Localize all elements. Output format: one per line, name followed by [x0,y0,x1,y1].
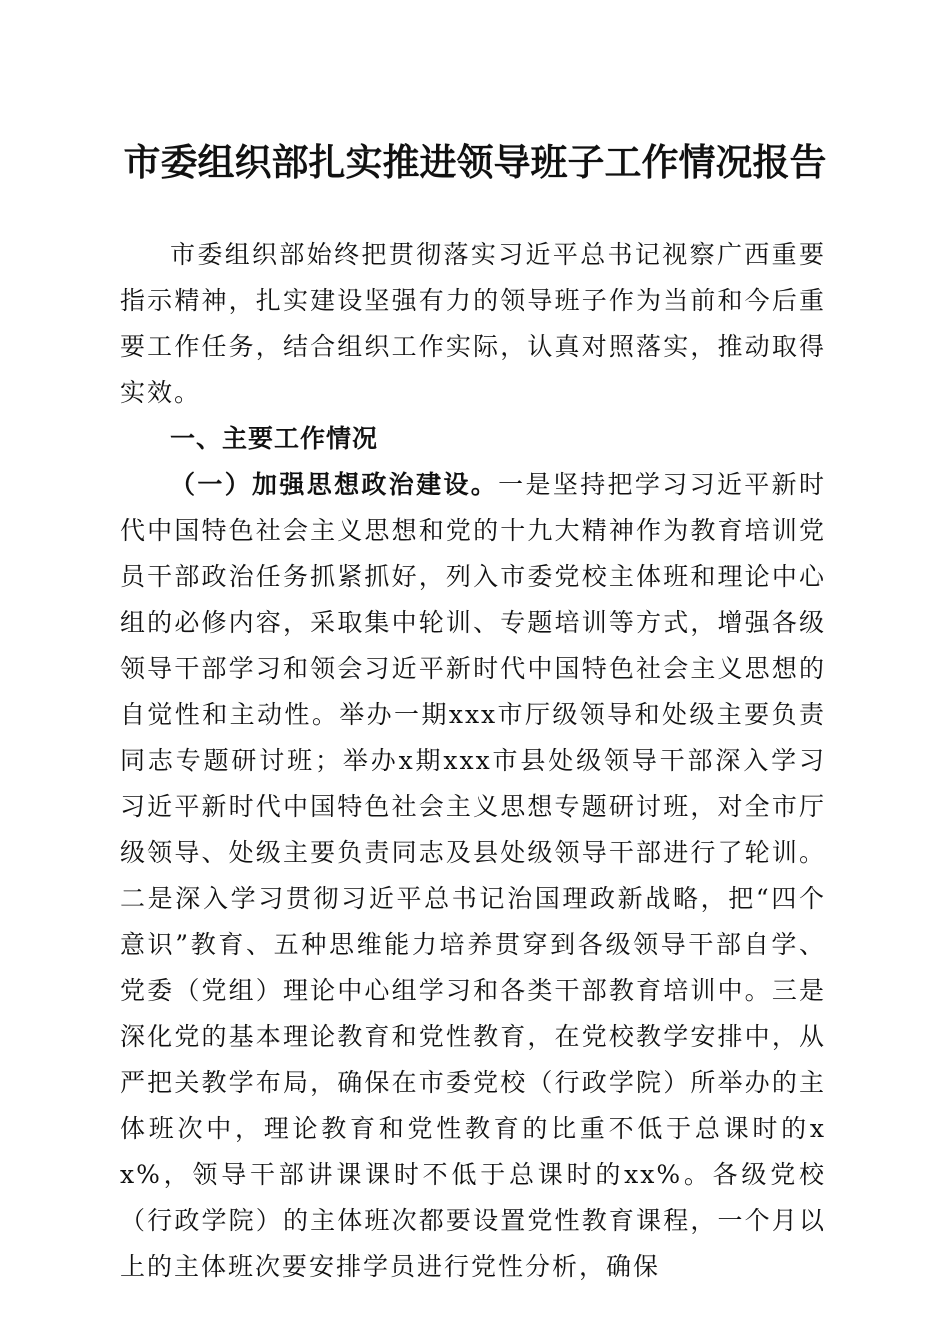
section-heading: 一、主要工作情况 [170,424,379,453]
subsection-text: 一是坚持把学习习近平新时代中国特色社会主义思想和党的十九大精神作为教育培训党员干部政治任务抓紧抓好，列入市委党校主体班和理论中心组的必修内容，采取集中轮训、专题培训等方式，增强各级领导干部学习和领会习近平新时代中国特色社会主义思想的自觉性和主动性。举办一期xxx市厅级领导和处级主要负责同志专题研讨班；举办x期xxx市县处级领导干部深入学习习近平新时代中国特色社会主义思想专题研讨班，对全市厅级领导、处级主要负责同志及县处级领导干部进行了轮训。二是深入学习贯彻习近平总书记治国理政新战略，把“四个意识”教育、五种思维能力培养贯穿到各级领导干部自学、党委（党组）理论中心组学习和各类干部教育培训中。三是深化党的基本理论教育和党性教育，在党校教学安排中，从严把关教学布局，确保在市委党校（行政学院）所举办的主体班次中，理论教育和党性教育的比重不低于总课时的xx%，领导干部讲课课时不低于总课时的xx%。各级党校（行政学院）的主体班次都要设置党性教育课程，一个月以上的主体班次要安排学员进行党性分析，确保 [120,470,826,1281]
document-body [120,232,826,1290]
subsection-paragraph [120,462,826,1290]
subsection-heading: （一）加强思想政治建设。 [170,470,499,499]
document-title: 市委组织部扎实推进领导班子工作情况报告 [123,140,827,184]
intro-paragraph: 市委组织部始终把贯彻落实习近平总书记视察广西重要指示精神，扎实建设坚强有力的领导班子作为当前和今后重要工作任务，结合组织工作实际，认真对照落实，推动取得实效。 [120,240,826,407]
